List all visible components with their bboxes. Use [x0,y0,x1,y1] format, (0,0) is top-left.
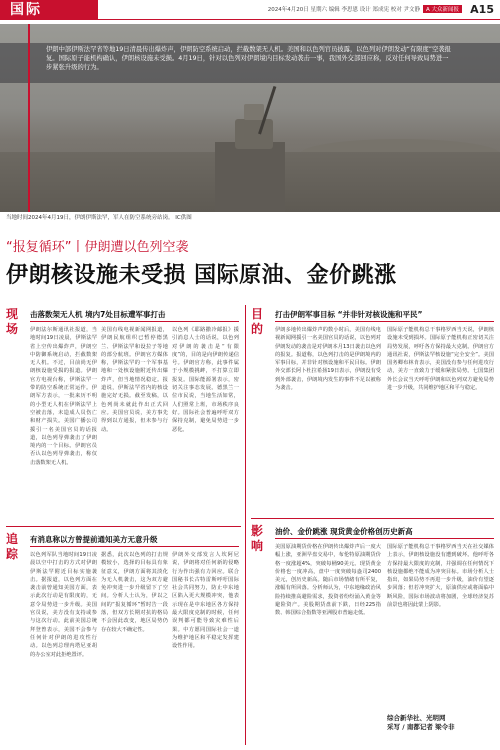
photo-caption: 伊朗中部伊斯法罕省等地19日清晨传出爆炸声，伊朗防空系统启动，拦截数架无人机。美国和以色列官员披露，以色列对伊朗发动“有限度”空袭报复。国际原子能机构确认，伊朗核设施未受损。4月19日，针对以色列对伊朗境内目标发动袭击一事，我国外交部回应称，反对任何导致局势进一步紧张升级的行为。 [46,46,451,72]
main-headline: 伊朗核设施未受损 国际原油、金价跳涨 [6,263,397,288]
purpose-subhead: 打击伊朗军事目标 “并非针对核设施和平民” [275,310,423,319]
edition-info [268,5,462,13]
kicker: “报复循环”丨伊朗遭以色列空袭 [6,240,189,255]
follow-col-2: 据悉，此次以色列的打击规模较小，选择的目标具有象征意义，伊朗方面将其淡化为无人机袭击，这为双方避免冲突进一步升级留下了空间。分析人士认为，伊以之间的“报复循环”暂时告一段落，但双方长期对抗的格局不会因此改变，地区局势仍存在较大不确定性。 [101,552,168,633]
impact-subhead-rule [275,538,494,539]
photo-air-defense-system [235,119,273,149]
purpose-col-2: 国际原子能机构总干事格罗西当天说，伊朗核设施未受到损坏。国际原子能机构正密切关注局势发展，呼吁各方保持最大克制。伊朗官方通讯社说，伊斯法罕核设施“完全安全”。美国国务卿布林肯表示，美国没有参与任何进攻行动，美方一直致力于缓和紧张局势。七国集团外长会议当天呼吁伊朗和以色列双方避免局势进一步升级，共同维护地区和平与稳定。 [387,327,494,392]
follow-subhead: 有消息称以方曾提前通知美方无意升级 [30,535,158,544]
masthead [0,0,500,20]
purpose-col-1: 伊朗多地传出爆炸声的数小时后，美国有线电视新闻网援引一名美国官员的话说，以色列对伊朗发动的袭击是对伊朗本月13日袭击以色列的报复。报道称，以色列打击的是伊朗境内的军事目标，并非针对核设施和平民目标。伊朗外交部长阿卜杜拉希扬19日表示，伊朗没有受到外部袭击，伊朗境内发生的事件不足以被称为袭击。 [275,327,381,392]
scene-subhead: 击落数架无人机 境内7处目标遭军事打击 [30,310,166,319]
follow-subhead-rule [30,546,239,547]
column-divider [245,305,246,745]
section-label-impact: 影响 [251,524,264,553]
follow-col-1: 以色列军队当地时间19日凌晨以空中打击的方式对伊朗伊斯法罕附近目标实施袭击。据报道，以色列方面在袭击前曾通知美国方面，表示此次行动是有限度的，无意令局势进一步升级。美国官员说，美方没有支持或参与这次行动。此前美国总统拜登曾表示，美国不会参与任何针对伊朗的进攻性行动。以色列总理内塔尼亚胡的办公室对此拒绝置评。 [30,552,97,658]
scene-subhead-rule [30,321,239,322]
section-divider-left [6,526,241,527]
photo-bunker [215,142,285,212]
follow-col-3: 伊朗外交部发言人坎阿尼说，伊朗将对任何新的侵略行为作出强有力回应。联合国秘书长古特雷斯呼吁国际社会共同努力，防止中东地区陷入更大规模冲突，他表示现在是中东地区各方保持最大限度克制的时候，任何误判都可能导致灾难性后果。中方愿同国际社会一道为维护地区和平稳定发挥建设性作用。 [172,552,239,650]
photo-accent-line [28,24,30,212]
page-number: A15 [470,3,494,16]
photo-radar [244,104,264,120]
impact-col-2: 国际原子能机构总干事格罗西当天在社交媒体上表示，伊朗核设施没有遭到破坏。他呼吁各方保持最大限度的克制，并强调在任何情况下核设施都绝不能成为冲突目标。市场分析人士指出，如果局势不再进一步升级，油价有望逐步回落；但若冲突扩大，原油供应或将面临中断风险，国际市场波动将加剧，全球经济复苏前景也将因此蒙上阴影。 [387,544,494,609]
section-label-scene: 现场 [6,307,19,336]
section-tag: 国际 [0,0,98,20]
section-divider-right [251,518,494,519]
purpose-subhead-rule [275,321,494,322]
photo-credit: 当地时间2024年4月19日，伊朗伊斯法罕，军人在防空系统旁站岗。 IC供图 [6,215,192,221]
byline-source: 综合新华社、光明网 [387,714,446,722]
section-label-purpose: 目的 [251,307,264,336]
impact-subhead: 油价、金价跳涨 现货黄金价格创历史新高 [275,527,413,536]
scene-col-3: 以色列《耶路撒冷邮报》援引消息人士的话说，以色列对伊朗的袭击是“有限度”的，目的是向伊朗传递信号。伊朗官方称，此事件属于小规模挑衅，不打算立即报复。国际能源署表示，密切关注事态发展。德黑兰一位市民说，当地生活如常，人们照常上班，市场秩序良好。国际社会普遍呼吁双方保持克制，避免局势进一步恶化。 [172,327,239,433]
lead-photo [0,24,500,212]
impact-col-1: 美国原油期货价格在伊朗传出爆炸声后一度大幅上涨，亚洲早盘交易中，布伦特原油期货价格一度涨超4%，突破每桶90美元。现货黄金价格也一度冲高，盘中一度突破每盎司2400美元，创历史新高。随后市场情绪有所平复，涨幅有所回落。分析师认为，中东地缘政治风险持续推高避险需求，投资者纷纷涌入黄金等避险资产。美股期货盘前下跌，日经225指数、韩国综合指数等亚洲股市普遍走低。 [275,544,381,617]
scene-col-1: 伊朗法尔斯通讯社报道，当地时间19日凌晨，伊斯法罕省上空传出爆炸声，伊朗空中防御系统启动，拦截数架无人机。不过，目前尚无伊朗核设施受损的报道。伊朗官方电视台称，伊斯法罕一带的防空系统正常运作。伊朗军方表示，一批来历不明的小型无人机在伊斯法罕上空被击落，未造成人员伤亡和财产损失。美国广播公司援引一名美国官员的话报道，以色列导弹袭击了伊朗境内的一个目标。伊朗官员否认以色列导弹袭击，称仅击落数架无人机。 [30,327,97,466]
section-label-follow: 追踪 [6,532,19,561]
byline [387,714,494,732]
edition-info-text: 2024年4月20日 星期六 编辑 李思恩 设计 郑成宪 校对 尹文静 [267,7,420,13]
scene-col-2: 美国有线电视新闻网报道，伊朗民航组织已暂停德黑兰、伊斯法罕和设拉子等地的部分航班。伊朗官方媒体称，伊斯法罕的一个军事基地和一处核设施附近传出爆炸声，但当地情况稳定。报道说，伊斯法罕省内的核设施完好无损。截至发稿，以色列尚未就此作出正式回应。美国官员说，美方事先得到以方通报，但未参与行动。 [101,327,168,433]
byline-reporter: 采写 / 南都记者 梁令非 [387,723,455,731]
paper-badge: A 大众新闻报 [423,5,462,13]
